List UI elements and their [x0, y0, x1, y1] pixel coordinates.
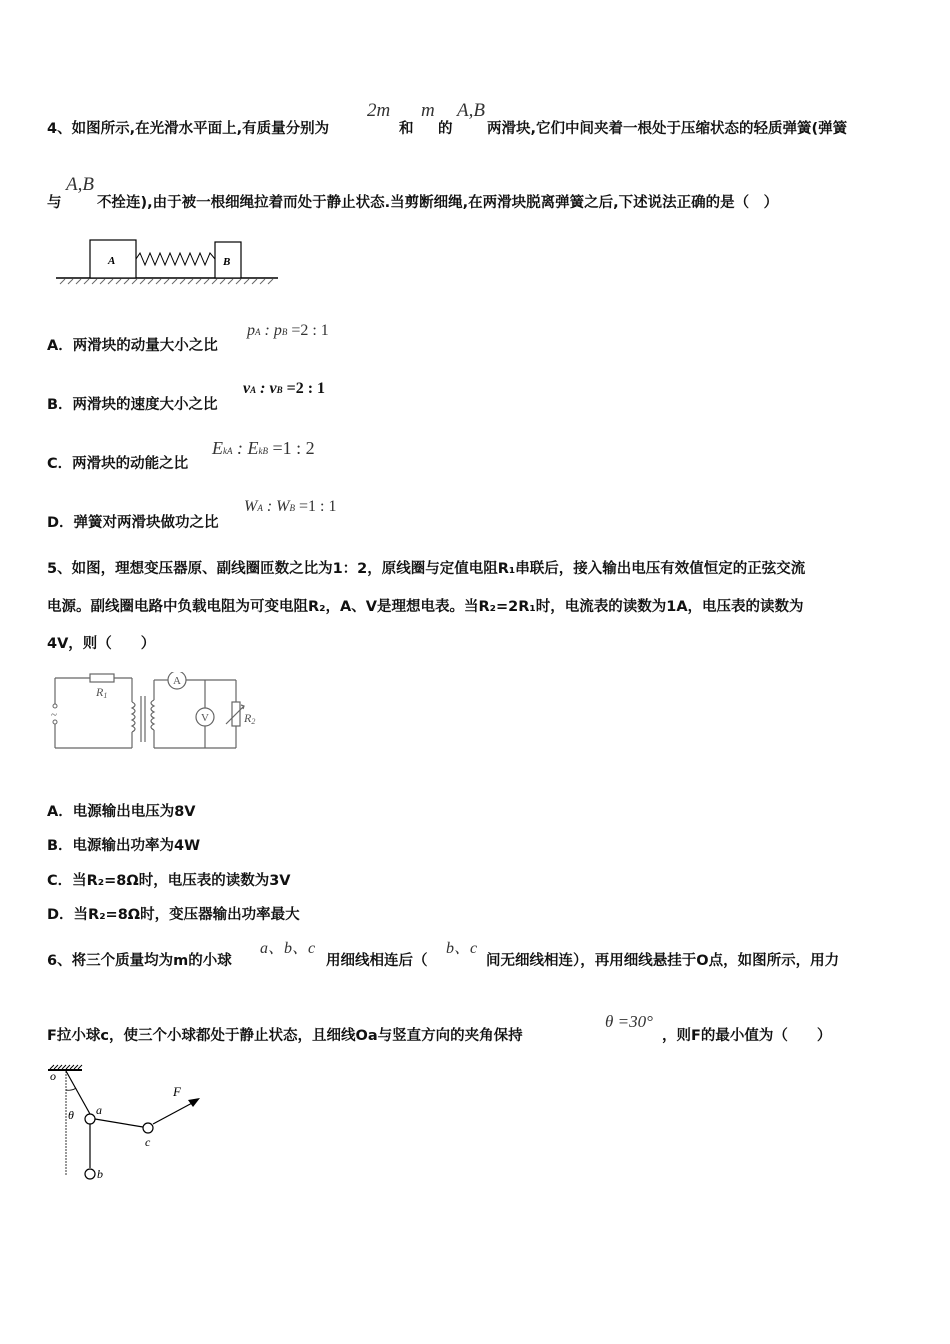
option-formula: vA : vB =2 : 1: [243, 380, 326, 397]
label-b: b: [97, 1167, 103, 1181]
q4-line1-post: 两滑块,它们中间夹着一根处于压缩状态的轻质弹簧(弹簧: [487, 121, 848, 137]
option-label: D．弹簧对两滑块做功之比: [47, 515, 219, 531]
option-label: A．两滑块的动量大小之比: [47, 338, 218, 354]
option-label: B．两滑块的速度大小之比: [47, 397, 218, 413]
q4-line2-post: 不拴连),由于被一根细绳拉着而处于静止状态.当剪断细绳,在两滑块脱离弹簧之后,下述说法正确的是（ ）: [97, 195, 779, 211]
force-arrow: [153, 1102, 194, 1124]
option-label: C．两滑块的动能之比: [47, 456, 189, 472]
option-formula: pA : pB =2 : 1: [247, 322, 329, 339]
q4-line2-pre: 与: [47, 195, 62, 211]
q4-mass2: m: [421, 100, 435, 121]
q6-balls: a、b、c: [260, 940, 316, 957]
ammeter-label: A: [173, 675, 181, 687]
q4-spring-figure: [52, 236, 282, 290]
q5-circuit-figure: [50, 672, 272, 756]
q5-option-c: C．当R₂=8Ω时，电压表的读数为3V: [47, 873, 291, 889]
q6-bc: b、c: [446, 940, 478, 957]
label-o: o: [50, 1069, 56, 1083]
q5-line1: 5、如图，理想变压器原、副线圈匝数之比为1：2，原线圈与定值电阻R₁串联后，接入输出电压有效值恒定的正弦交流: [47, 561, 806, 577]
option-formula: EkA : EkB =1 : 2: [212, 438, 315, 458]
r1-label: R1: [96, 685, 108, 700]
q4-of: 的: [438, 121, 453, 137]
primary-coil: [132, 702, 135, 732]
option-formula: WA : WB =1 : 1: [244, 498, 337, 515]
q6-line2-post: ，则F的最小值为（ ）: [662, 1028, 832, 1044]
q6-line1-mid: 用细线相连后（: [326, 953, 428, 969]
q6-line1-pre: 6、将三个质量均为m的小球: [47, 953, 232, 969]
r2-label: R2: [244, 711, 256, 726]
block-b-label: B: [223, 256, 231, 268]
q5-option-d: D．当R₂=8Ω时，变压器输出功率最大: [47, 907, 300, 923]
q4-ab: A,B: [457, 100, 485, 121]
q6-line2-pre: F拉小球c，使三个小球都处于静止状态，且细线Oa与竖直方向的夹角保持: [47, 1028, 523, 1044]
secondary-coil: [151, 700, 154, 730]
ball-c: [143, 1123, 153, 1133]
voltmeter-label: V: [201, 712, 209, 724]
q5-option-a: A．电源输出电压为8V: [47, 804, 196, 820]
label-a: a: [96, 1103, 102, 1117]
q4-mass1: 2m: [367, 100, 391, 121]
label-theta: θ: [68, 1108, 74, 1122]
string-ac: [95, 1119, 143, 1127]
q4-and: 和: [399, 121, 414, 137]
block-a-label: A: [108, 255, 116, 267]
q5-option-b: B．电源输出功率为4W: [47, 838, 201, 854]
q5-line2: 电源。副线圈电路中负载电阻为可变电阻R₂，A、V是理想电表。当R₂=2R₁时，电流表的读数为1A，电压表的读数为: [47, 599, 804, 615]
q6-line1-post: 间无细线相连），再用细线悬挂于O点，如图所示，用力: [486, 953, 840, 969]
q6-theta: θ =30°: [605, 1012, 653, 1031]
q5-line3: 4V，则（ ）: [47, 636, 156, 652]
q6-pendulum-figure: [40, 1064, 210, 1192]
resistor-r1: [90, 674, 114, 682]
label-f: F: [173, 1084, 181, 1099]
label-c: c: [145, 1135, 151, 1149]
ac-source-label: ~: [51, 709, 57, 721]
q4-ab2: A,B: [66, 174, 94, 195]
ball-b: [85, 1169, 95, 1179]
q4-line1-pre: 4、如图所示,在光滑水平面上,有质量分别为: [47, 121, 330, 137]
ball-a: [85, 1114, 95, 1124]
spring: [136, 253, 215, 265]
